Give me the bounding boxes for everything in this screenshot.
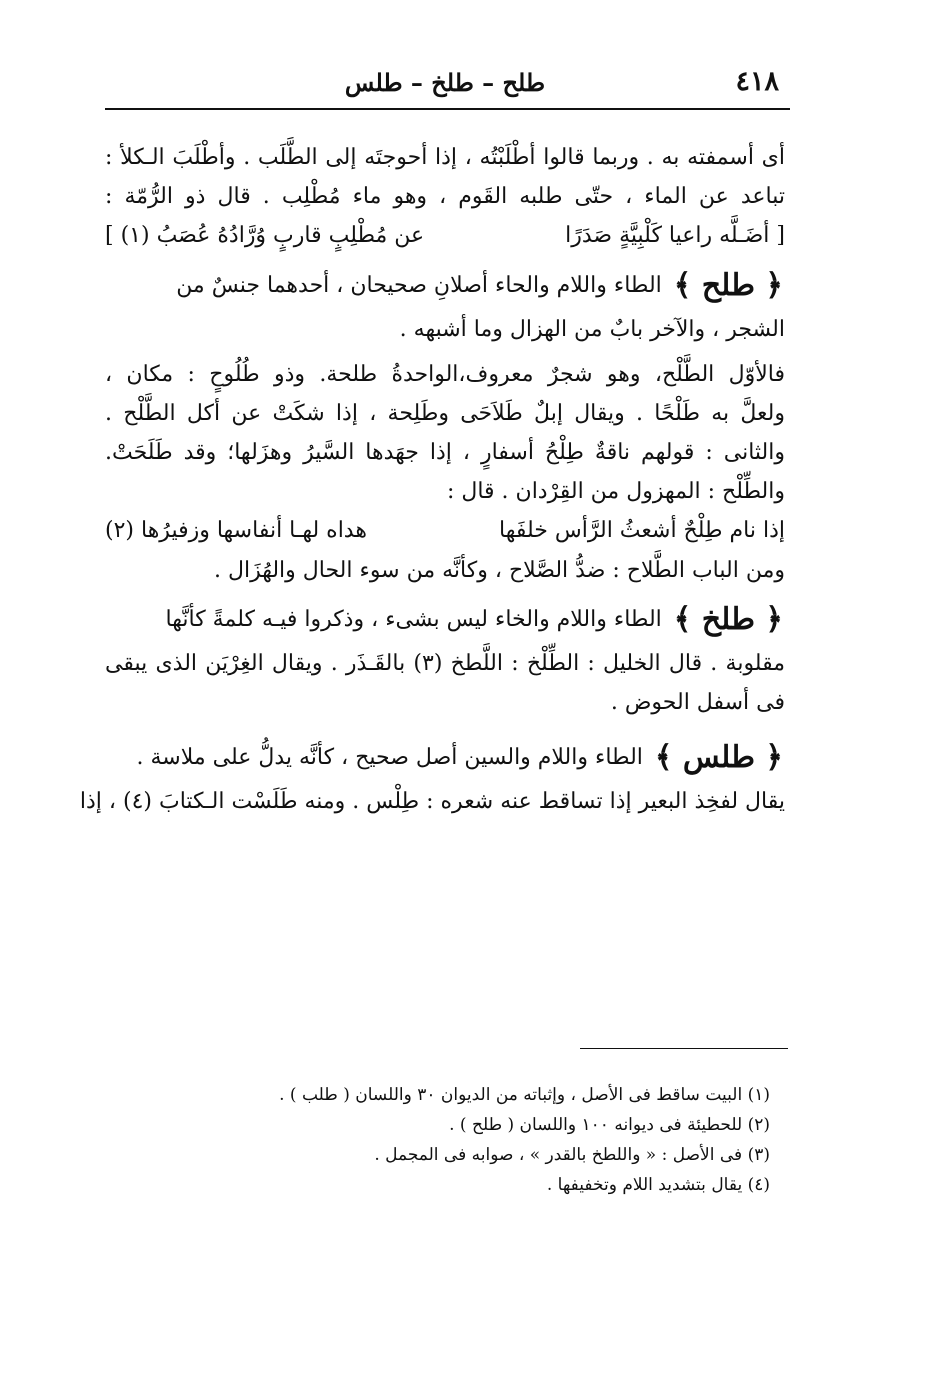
text-line: فى أسفل الحوض . — [610, 690, 785, 715]
text-line: مقلوبة . قال الخليل : الطِّلْخ : اللَّطخ (٣) بالقَـذَر . ويقال الغِرْيَن الذى يبقى — [105, 651, 786, 676]
verse-line — [105, 216, 785, 256]
verse-hemistich-second: عن مُطْلِبٍ قاربٍ وُرَّادُهُ عُصَبُ (١) ] — [105, 223, 425, 248]
footnote: (٢) للحطيئة فى ديوانه ١٠٠ واللسان ( طلح ) . — [449, 1115, 770, 1135]
verse-hemistich-second: هداه لهـا أنفاسها وزفيرُها (٢) — [105, 518, 367, 543]
verse-hemistich-first: إذا نام طِلْحٌ أشعثُ الرَّأس خلفَها — [499, 518, 785, 543]
footnote: (٣) فى الأصل : « واللطخ بالقدر » ، صوابه فى المجمل . — [374, 1145, 770, 1165]
entry-text: الطاء واللام والحاء أصلانِ صحيحان ، أحدهما جنسٌ من — [176, 273, 662, 298]
verse-line — [105, 511, 785, 551]
page-number: ٤١٨ — [735, 66, 779, 97]
entry-text: الطاء واللام والسين أصل صحيح ، كأنَّه يدلُّ على ملاسة . — [136, 745, 643, 770]
main-text — [79, 138, 786, 821]
text-line: ولعلَّ به طَلْحًا . ويقال إبلٌ طَلاَحَى وطَلِحة ، إذا شكَتْ عن أكل الطَّلْح . — [105, 401, 785, 426]
entry-line — [105, 596, 785, 644]
entry-text: الطاء واللام والخاء ليس بشىء ، وذكروا فيـه كلمةً كأنَّها — [165, 607, 662, 632]
footnote: (٤) يقال بتشديد اللام وتخفيفها . — [546, 1175, 770, 1195]
text-line: تباعد عن الماء ، حتّى طلبه القَوم ، وهو ماء مُطْلِب . قال ذو الرُّمّة : — [105, 184, 785, 209]
text-line: فالأوّل الطَّلْح، وهو شجرٌ معروف،الواحدةُ طلحة. وذو طُلُوحٍ : مكان ، — [105, 362, 785, 387]
page-header — [105, 62, 785, 102]
text-line: ومن الباب الطَّلاح : ضدُّ الصَّلاح ، وكأنَّه من سوء الحال والهُزَال . — [213, 558, 785, 583]
text-line: يقال لفخِذ البعير إذا تساقط عنه شعره : طِلْس . ومنه طَلَسْت الـكتابَ (٤) ، إذا — [79, 789, 785, 814]
running-head: طلح – طلخ – طلس — [344, 68, 546, 97]
entry-line — [105, 262, 785, 310]
footnote: (١) البيت ساقط فى الأصل ، وإثباته من الديوان ٣٠ واللسان ( طلب ) . — [279, 1085, 770, 1105]
header-rule — [105, 108, 790, 110]
text-line: الشجر ، والآخر بابٌ من الهزال وما أشبهه . — [399, 317, 785, 342]
entry-headword: ﴿ طلح ﴾ — [673, 268, 783, 303]
footnote-rule — [580, 1048, 788, 1049]
footnotes — [200, 1080, 770, 1200]
text-line: أى أسمفته به . وربما قالوا أطْلَبْتُه ، إذا أحوجتَه إلى الطَّلَب . وأطْلَبَ الـكلأ : — [105, 145, 785, 170]
text-line: والثانى : قولهم ناقةٌ طِلْحُ أسفارٍ ، إذا جهَدها السَّيرُ وهزَلها؛ وقد طَلَحَتْ. — [105, 440, 785, 465]
entry-headword: ﴿ طلس ﴾ — [654, 740, 783, 775]
entry-line — [105, 734, 785, 782]
text-line: والطِّلْح : المهزول من القِرْدان . قال : — [446, 479, 785, 504]
verse-hemistich-first: [ أضَـلَّه راعيا كَلْبِيَّةٍ صَدَرًا — [565, 223, 785, 248]
entry-headword: ﴿ طلخ ﴾ — [673, 602, 783, 637]
